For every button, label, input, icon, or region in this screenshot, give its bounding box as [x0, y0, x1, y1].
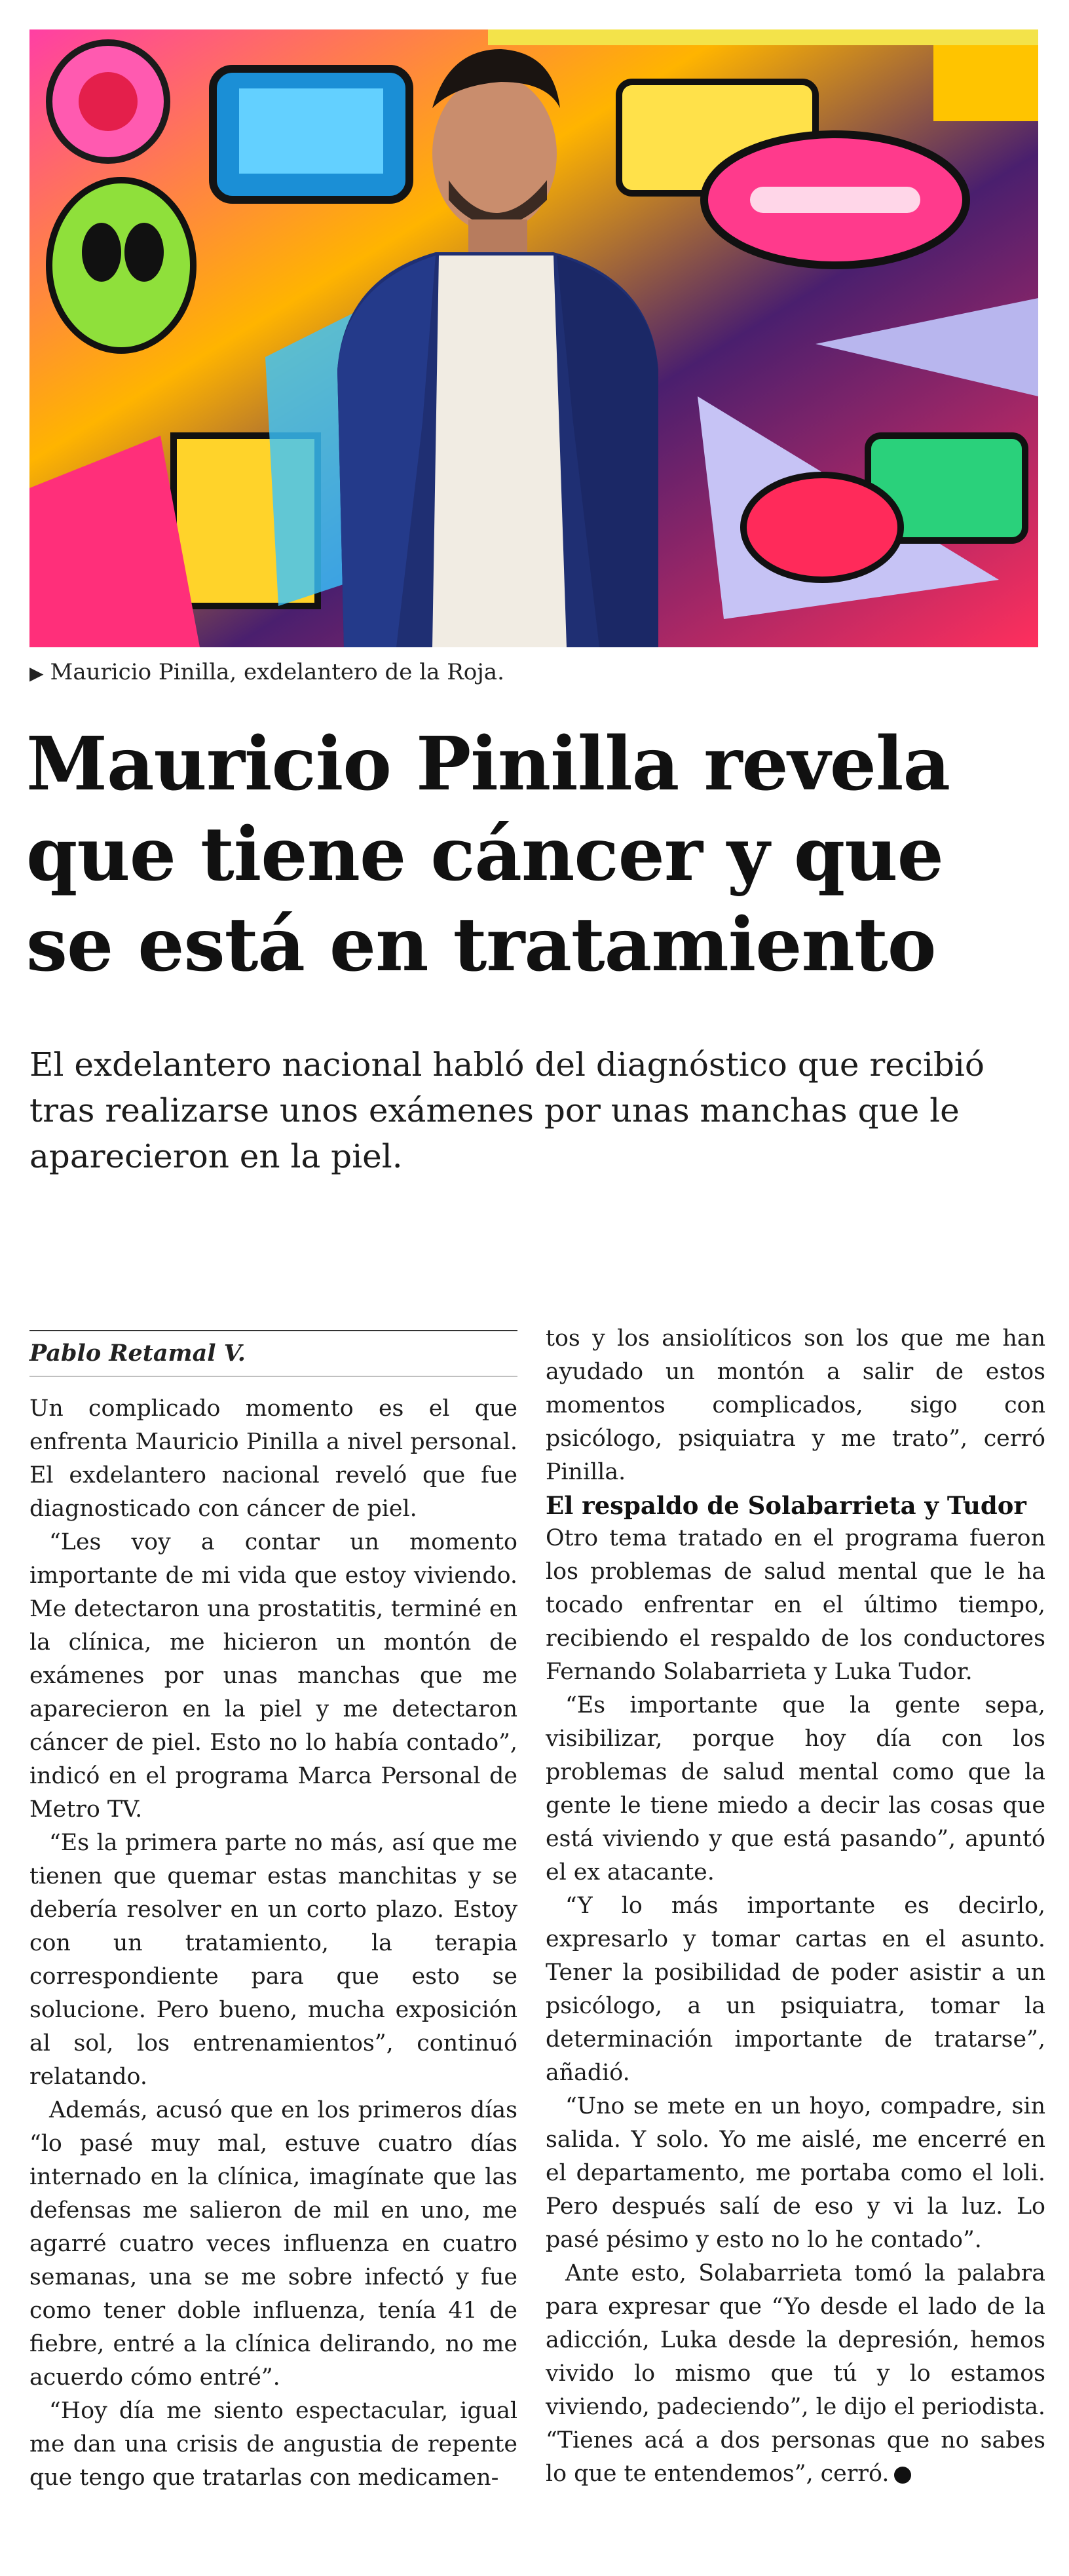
portrait-photo-icon: [29, 29, 1038, 647]
photo-caption: [29, 658, 1038, 688]
end-mark-icon: [894, 2467, 911, 2484]
article-photo: [29, 29, 1038, 647]
paragraph: “Y lo más importante es decirlo, expresarlo y tomar cartas en el asunto. Tener la posibilidad de poder asistir a un psicólogo, a un psiquiatra, tomar la determinación importante de tratarse”, añadió.: [546, 1893, 1045, 2086]
standfirst-line-2: tras realizarse unos exámenes por unas manchas que le: [29, 1091, 960, 1129]
paragraph: Un complicado momento es el que enfrenta Mauricio Pinilla a nivel personal. El exdelantero nacional reveló que fue diagnosticado con cáncer de piel.: [29, 1395, 517, 1522]
headline: [26, 719, 1048, 991]
standfirst-line-1: El exdelantero nacional habló del diagnóstico que recibió: [29, 1046, 985, 1084]
paragraph: tos y los ansiolíticos son los que me han ayudado un montón a salir de estos momentos complicados, sigo con psicólogo, psiquiatra y me trato”, cerró Pinilla.: [546, 1325, 1045, 1485]
paragraph-last-text: Ante esto, Solabarrieta tomó la palabra para expresar que “Yo desde el lado de la adicción, Luka desde la depresión, hemos vivido lo mismo que tú y lo estamos viviendo, padeciendo”, le dijo el periodista. “Tienes acá a dos personas que no sabes lo que te entendemos”, cerró.: [546, 2260, 1045, 2487]
paragraph: “Es importante que la gente sepa, visibilizar, porque hoy día con los problemas de salud mental como que la gente le tiene miedo a decir las cosas que está viviendo y que está pasando”, apuntó el ex atacante.: [546, 1692, 1045, 1885]
standfirst: [29, 1042, 1045, 1179]
paragraph: “Les voy a contar un momento importante de mi vida que estoy viviendo. Me detectaron una prostatitis, terminé en la clínica, me hicieron un montón de exámenes por unas manchas que me aparecieron en la piel y me detectaron cáncer de piel. Esto no lo había contado”, indicó en el programa Marca Personal de Metro TV.: [29, 1529, 517, 1823]
byline: Pablo Retamal V.: [29, 1340, 246, 1367]
headline-line-1: Mauricio Pinilla revela: [26, 721, 950, 807]
headline-line-3: se está en tratamiento: [26, 902, 936, 988]
paragraph: “Hoy día me siento espectacular, igual me dan una crisis de angustia de repente que tengo que tratarlas con medicamen-: [29, 2398, 517, 2491]
paragraph: Otro tema tratado en el programa fueron los problemas de salud mental que le ha tocado enfrentar en el último tiempo, recibiendo el respaldo de los conductores Fernando Solabarrieta y Luka Tudor.: [546, 1525, 1045, 1685]
caption-text: Mauricio Pinilla, exdelantero de la Roja.: [50, 659, 504, 685]
headline-line-2: que tiene cáncer y que: [26, 812, 943, 898]
caption-marker-icon: ▶: [29, 662, 44, 684]
paragraph: Además, acusó que en los primeros días “lo pasé muy mal, estuve cuatro días internado en la clínica, imagínate que las defensas me salieron de mil en uno, me agarré cuatro veces influenza en cuatro semanas, una se me sobre infectó y fue como tener doble influenza, tenía 41 de fiebre, entré a la clínica delirando, no me acuerdo cómo entré”.: [29, 2097, 517, 2391]
standfirst-line-3: aparecieron en la piel.: [29, 1137, 403, 1175]
article-column-right: [546, 1322, 1045, 2491]
article-column-left: [29, 1392, 517, 2495]
section-subhead: El respaldo de Solabarrieta y Tudor: [546, 1491, 1026, 1520]
paragraph-last: [546, 2257, 1045, 2491]
paragraph: “Es la primera parte no más, así que me tienen que quemar estas manchitas y se debería resolver en un corto plazo. Estoy con un tratamiento, la terapia correspondiente para que esto se solucione. Pero bueno, mucha exposición al sol, los entrenamientos”, continuó relatando.: [29, 1830, 517, 2090]
byline-rule-top: [29, 1330, 517, 1331]
paragraph: “Uno se mete en un hoyo, compadre, sin salida. Y solo. Yo me aislé, me encerré en el departamento, me portaba como el loli. Pero después salí de eso y vi la luz. Lo pasé pésimo y esto no lo he contado”.: [546, 2093, 1045, 2253]
